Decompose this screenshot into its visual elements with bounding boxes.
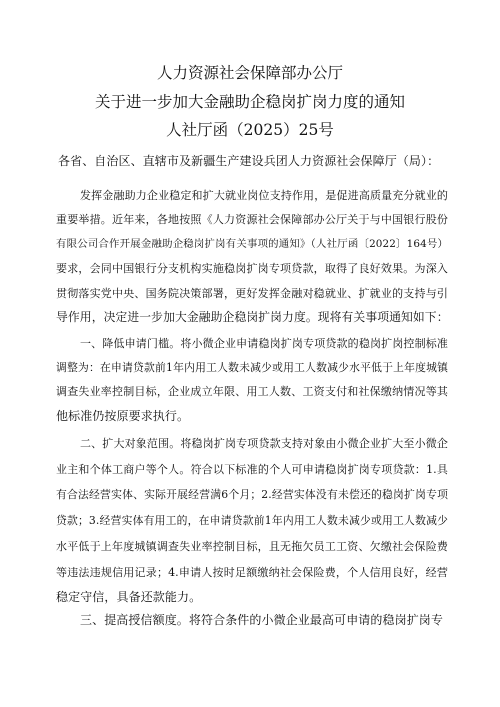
paragraph-line: 调整为：在申请贷款前1年内用工人数未减少或用工人数减少水平低于上年度城镇 — [56, 361, 448, 374]
document-title: 关于进一步加大金融助企稳岗扩岗力度的通知 — [94, 93, 405, 111]
paragraph-line: 有合法经营实体、实际开展经营满6个月；2.经营实体没有未偿还的稳岗扩岗专项 — [56, 488, 448, 501]
paragraph-line: 业主和个体工商户等个人。符合以下标准的个人可申请稳岗扩岗专项贷款：1.具 — [56, 463, 448, 476]
paragraph-line: 发挥金融助力企业稳定和扩大就业岗位支持作用，是促进高质量充分就业的 — [80, 189, 448, 202]
paragraph-line: 有限公司合作开展金融助企稳岗扩岗有关事项的通知》（人社厅函〔2022〕164号） — [56, 238, 448, 250]
paragraph-line: 等违法违规信用记录；4.申请人按时足额缴纳社会保险费，个人信用良好，经营 — [56, 566, 448, 579]
paragraph-line: 三、提高授信额度。将符合条件的小微企业最高可申请的稳岗扩岗专 — [80, 613, 444, 627]
paragraph-line: 一、降低申请门槛。将小微企业申请稳岗扩岗专项贷款的稳岗扩岗控制标准 — [80, 337, 448, 350]
document-number: 人社厅函（2025）25号 — [166, 121, 334, 139]
paragraph-line: 他标准仍按原要求执行。 — [56, 409, 190, 423]
paragraph-line: 二、扩大对象范围。将稳岗扩岗专项贷款支持对象由小微企业扩大至小微企 — [80, 437, 448, 450]
salutation: 各省、自治区、直辖市及新疆生产建设兵团人力资源社会保障厅（局）： — [58, 154, 440, 168]
paragraph-line: 重要举措。近年来，各地按照《人力资源社会保障部办公厅关于与中国银行股份 — [56, 213, 448, 226]
paragraph-line: 导作用，决定进一步加大金融助企稳岗扩岗力度。现将有关事项通知如下： — [56, 310, 449, 324]
paragraph-line: 调查失业率控制目标，企业成立年限、用工人数、工资支付和社保缴纳情况等其 — [56, 385, 448, 398]
paragraph-line: 贷款；3.经营实体有用工的，在申请贷款前1年内用工人数未减少或用工人数减少 — [56, 514, 448, 527]
issuer-heading: 人力资源社会保障部办公厅 — [156, 64, 343, 82]
paragraph-line: 贯彻落实党中央、国务院决策部署，更好发挥金融对稳就业、扩就业的支持与引 — [56, 287, 448, 300]
paragraph-line: 要求，会同中国银行分支机构实施稳岗扩岗专项贷款，取得了良好效果。为深入 — [56, 262, 448, 275]
paragraph-line: 水平低于上年度城镇调查失业率控制目标，且无拖欠员工工资、欠缴社会保险费 — [56, 540, 448, 553]
paragraph-line: 稳定守信，具备还款能力。 — [56, 590, 202, 604]
